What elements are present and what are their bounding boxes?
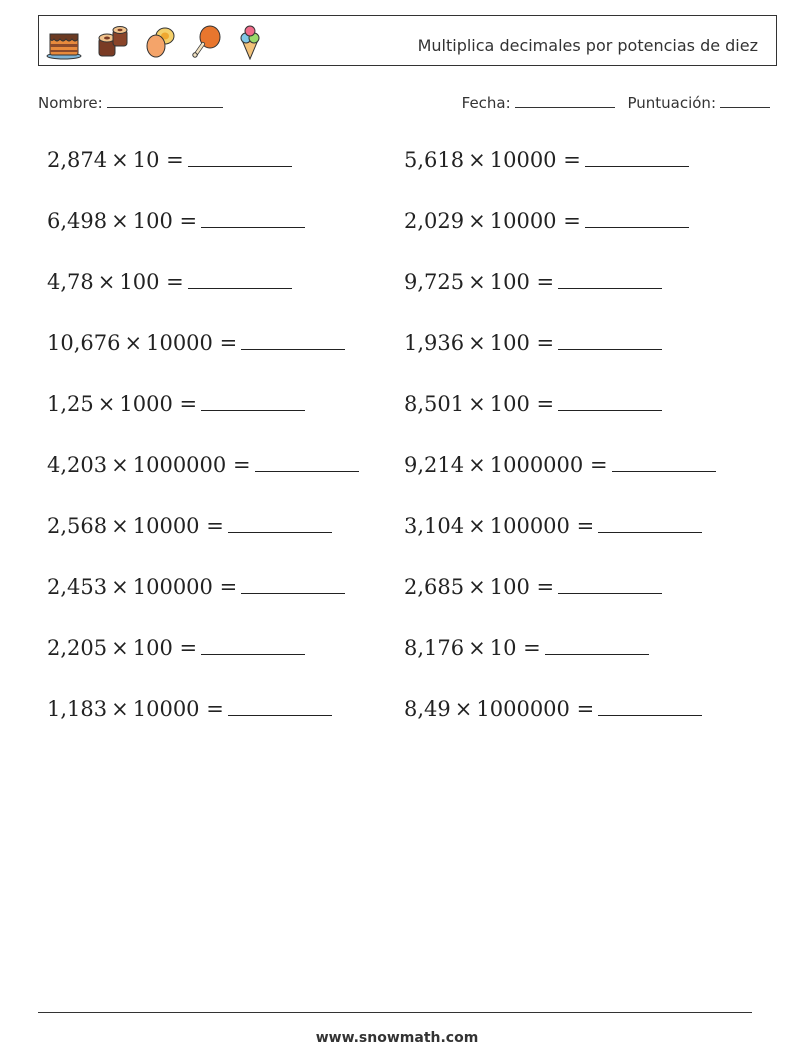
- answer-blank[interactable]: [201, 654, 305, 655]
- times-sign: ×: [111, 697, 129, 721]
- operand-b: 100: [489, 331, 530, 355]
- operand-a: 2,685: [404, 575, 465, 599]
- problem-right-10: [404, 697, 702, 721]
- operand-b: 10000: [132, 697, 200, 721]
- times-sign: ×: [468, 148, 486, 172]
- problem-right-5: [404, 392, 662, 416]
- equals-sign: =: [166, 148, 184, 172]
- equals-sign: =: [563, 148, 581, 172]
- operand-a: 6,498: [47, 209, 108, 233]
- times-sign: ×: [468, 514, 486, 538]
- operand-b: 100000: [489, 514, 570, 538]
- problem-right-4: [404, 331, 662, 355]
- eggs-icon: [143, 24, 179, 60]
- chicken-leg-icon: [191, 24, 223, 60]
- footer-url: www.snowmath.com: [315, 1030, 479, 1046]
- operand-a: 3,104: [404, 514, 465, 538]
- times-sign: ×: [468, 392, 486, 416]
- times-sign: ×: [468, 331, 486, 355]
- times-sign: ×: [454, 697, 473, 721]
- name-blank[interactable]: [107, 107, 223, 108]
- equals-sign: =: [179, 392, 198, 416]
- answer-blank[interactable]: [585, 166, 689, 167]
- operand-a: 8,176: [404, 636, 465, 660]
- operand-b: 10000: [489, 209, 557, 233]
- problem-left-9: [47, 636, 305, 660]
- equals-sign: =: [166, 270, 184, 294]
- times-sign: ×: [111, 209, 129, 233]
- operand-a: 8,49: [404, 697, 451, 721]
- times-sign: ×: [97, 270, 116, 294]
- operand-a: 2,205: [47, 636, 108, 660]
- problem-right-8: [404, 575, 662, 599]
- problem-left-7: [47, 514, 332, 538]
- problem-left-8: [47, 575, 345, 599]
- problem-right-7: [404, 514, 702, 538]
- operand-b: 100: [132, 636, 173, 660]
- times-sign: ×: [111, 453, 129, 477]
- problem-left-2: [47, 209, 305, 233]
- equals-sign: =: [219, 331, 238, 355]
- operand-b: 10000: [146, 331, 213, 355]
- problem-right-2: [404, 209, 689, 233]
- answer-blank[interactable]: [201, 227, 305, 228]
- answer-blank[interactable]: [188, 288, 292, 289]
- name-field: [38, 94, 223, 112]
- problem-left-10: [47, 697, 332, 721]
- score-blank[interactable]: [720, 107, 770, 108]
- operand-a: 9,725: [404, 270, 465, 294]
- times-sign: ×: [468, 453, 486, 477]
- times-sign: ×: [111, 514, 129, 538]
- times-sign: ×: [97, 392, 116, 416]
- footer-divider: [38, 1012, 752, 1013]
- problem-left-4: [47, 331, 345, 355]
- operand-a: 9,214: [404, 453, 465, 477]
- operand-a: 2,568: [47, 514, 108, 538]
- operand-a: 10,676: [47, 331, 121, 355]
- operand-a: 8,501: [404, 392, 465, 416]
- operand-a: 4,78: [47, 270, 94, 294]
- operand-a: 5,618: [404, 148, 465, 172]
- answer-blank[interactable]: [201, 410, 305, 411]
- times-sign: ×: [111, 636, 129, 660]
- answer-blank[interactable]: [558, 593, 662, 594]
- problem-right-6: [404, 453, 716, 477]
- problem-left-6: [47, 453, 359, 477]
- answer-blank[interactable]: [228, 715, 332, 716]
- operand-a: 4,203: [47, 453, 108, 477]
- times-sign: ×: [468, 575, 486, 599]
- equals-sign: =: [206, 697, 224, 721]
- operand-b: 1000000: [132, 453, 227, 477]
- answer-blank[interactable]: [558, 410, 662, 411]
- operand-a: 1,936: [404, 331, 465, 355]
- operand-b: 1000000: [476, 697, 570, 721]
- times-sign: ×: [468, 636, 486, 660]
- operand-b: 1000000: [489, 453, 584, 477]
- times-sign: ×: [111, 575, 129, 599]
- equals-sign: =: [536, 575, 555, 599]
- bread-roll-icon: [95, 24, 131, 60]
- equals-sign: =: [536, 331, 555, 355]
- operand-a: 1,25: [47, 392, 94, 416]
- times-sign: ×: [468, 270, 486, 294]
- equals-sign: =: [536, 270, 555, 294]
- equals-sign: =: [589, 453, 608, 477]
- operand-b: 100: [489, 575, 530, 599]
- operand-b: 100: [132, 209, 173, 233]
- problem-right-9: [404, 636, 649, 660]
- operand-a: 2,029: [404, 209, 465, 233]
- worksheet-title: Multiplica decimales por potencias de diez: [417, 36, 758, 55]
- problem-right-3: [404, 270, 662, 294]
- operand-b: 100: [489, 270, 530, 294]
- operand-a: 1,183: [47, 697, 108, 721]
- answer-blank[interactable]: [558, 349, 662, 350]
- answer-blank[interactable]: [612, 471, 716, 472]
- problem-left-1: [47, 148, 292, 172]
- operand-b: 100: [119, 270, 160, 294]
- equals-sign: =: [563, 209, 581, 233]
- operand-b: 10000: [132, 514, 200, 538]
- answer-blank[interactable]: [585, 227, 689, 228]
- answer-blank[interactable]: [558, 288, 662, 289]
- times-sign: ×: [124, 331, 143, 355]
- problem-right-1: [404, 148, 689, 172]
- cake-icon: [45, 24, 83, 60]
- equals-sign: =: [576, 514, 595, 538]
- operand-b: 10: [489, 636, 517, 660]
- answer-blank[interactable]: [228, 532, 332, 533]
- name-label: Nombre:: [38, 94, 103, 112]
- equals-sign: =: [232, 453, 251, 477]
- equals-sign: =: [523, 636, 541, 660]
- problem-left-3: [47, 270, 292, 294]
- equals-sign: =: [536, 392, 555, 416]
- equals-sign: =: [206, 514, 224, 538]
- answer-blank[interactable]: [241, 593, 345, 594]
- answer-blank[interactable]: [598, 715, 702, 716]
- operand-b: 10: [132, 148, 160, 172]
- problem-left-5: [47, 392, 305, 416]
- answer-blank[interactable]: [545, 654, 649, 655]
- operand-b: 100000: [132, 575, 213, 599]
- operand-a: 2,453: [47, 575, 108, 599]
- operand-a: 2,874: [47, 148, 108, 172]
- operand-b: 10000: [489, 148, 557, 172]
- score-label: Puntuación:: [627, 94, 716, 112]
- operand-b: 100: [489, 392, 530, 416]
- equals-sign: =: [576, 697, 595, 721]
- equals-sign: =: [179, 636, 198, 660]
- date-label: Fecha:: [461, 94, 511, 112]
- times-sign: ×: [111, 148, 129, 172]
- answer-blank[interactable]: [598, 532, 702, 533]
- operand-b: 1000: [119, 392, 173, 416]
- date-score-fields: [462, 94, 770, 112]
- times-sign: ×: [468, 209, 486, 233]
- equals-sign: =: [179, 209, 198, 233]
- header-icons: [45, 23, 265, 61]
- ice-cream-icon: [235, 24, 265, 60]
- date-blank[interactable]: [515, 107, 615, 108]
- worksheet-header: [38, 15, 777, 66]
- answer-blank[interactable]: [188, 166, 292, 167]
- equals-sign: =: [219, 575, 238, 599]
- answer-blank[interactable]: [241, 349, 345, 350]
- answer-blank[interactable]: [255, 471, 359, 472]
